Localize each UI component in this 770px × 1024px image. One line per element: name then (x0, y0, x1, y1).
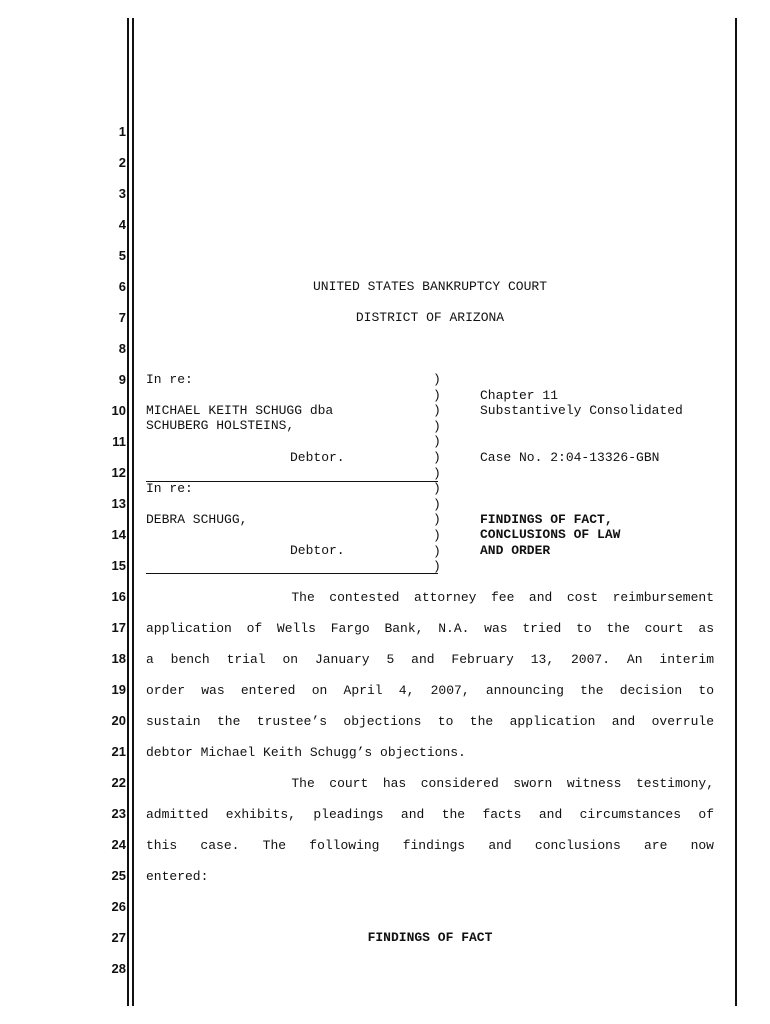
line-number: 11 (112, 434, 126, 449)
line-number: 22 (111, 775, 126, 790)
line-number: 19 (111, 682, 126, 697)
line-number: 8 (118, 341, 126, 356)
line-number: 3 (118, 186, 126, 201)
left-margin-rule-1 (127, 18, 129, 1006)
document-title-line-1: FINDINGS OF FACT, (480, 512, 613, 527)
line-number: 18 (111, 651, 126, 666)
line-number: 4 (118, 217, 126, 232)
court-name: UNITED STATES BANKRUPTCY COURT (312, 279, 548, 294)
in-re-label: In re: (146, 481, 193, 496)
line-number: 20 (111, 713, 126, 728)
body-line: entered: (146, 869, 209, 884)
line-number: 21 (111, 744, 126, 759)
line-number: 26 (111, 899, 126, 914)
line-number: 24 (111, 837, 126, 852)
case-number: Case No. 2:04-13326-GBN (480, 450, 660, 465)
line-number: 28 (111, 961, 126, 976)
caption-parentheses: ) ) ) ) ) ) ) ) ) ) ) ) ) (433, 372, 441, 575)
document-title-line-3: AND ORDER (480, 543, 551, 558)
second-debtor-name: DEBRA SCHUGG, (146, 512, 248, 527)
line-number: 5 (118, 248, 126, 263)
in-re-label: In re: (146, 372, 193, 387)
debtor-label: Debtor. (290, 543, 345, 558)
debtor-label: Debtor. (290, 450, 345, 465)
right-margin-rule (735, 18, 737, 1006)
line-number: 2 (118, 155, 126, 170)
line-number: 17 (111, 620, 126, 635)
line-number: 15 (111, 558, 126, 573)
line-number: 25 (111, 868, 126, 883)
body-line: admitted exhibits, pleadings and the facts and circumstances of (146, 807, 714, 822)
district-name: DISTRICT OF ARIZONA (355, 310, 505, 325)
body-line: The contested attorney fee and cost reimbursement (146, 590, 714, 605)
debtor-name-line-1: MICHAEL KEITH SCHUGG dba (146, 403, 334, 418)
line-number: 13 (111, 496, 126, 511)
document-title-line-2: CONCLUSIONS OF LAW (480, 527, 621, 542)
line-number: 14 (111, 527, 126, 542)
body-line: sustain the trustee’s objections to the application and overrule (146, 714, 714, 729)
consolidated-label: Substantively Consolidated (480, 403, 683, 418)
body-line: this case. The following findings and conclusions are now (146, 838, 714, 853)
body-line: a bench trial on January 5 and February 13, 2007. An interim (146, 652, 714, 667)
section-heading: FINDINGS OF FACT (367, 930, 493, 945)
line-number: 12 (111, 465, 126, 480)
line-number: 16 (111, 589, 126, 604)
line-number: 9 (118, 372, 126, 387)
debtor-name-line-2: SCHUBERG HOLSTEINS, (146, 418, 295, 433)
left-margin-rule-2 (132, 18, 134, 1006)
body-line: debtor Michael Keith Schugg’s objections. (146, 745, 466, 760)
body-line: order was entered on April 4, 2007, announcing the decision to (146, 683, 714, 698)
chapter-label: Chapter 11 (480, 388, 559, 403)
caption-divider (146, 573, 438, 574)
line-number: 27 (111, 930, 126, 945)
line-number: 23 (111, 806, 126, 821)
line-number: 1 (118, 124, 126, 139)
line-number: 10 (111, 403, 126, 418)
line-number: 7 (118, 310, 126, 325)
body-line: The court has considered sworn witness testimony, (146, 776, 714, 791)
line-number: 6 (118, 279, 126, 294)
body-line: application of Wells Fargo Bank, N.A. was tried to the court as (146, 621, 714, 636)
